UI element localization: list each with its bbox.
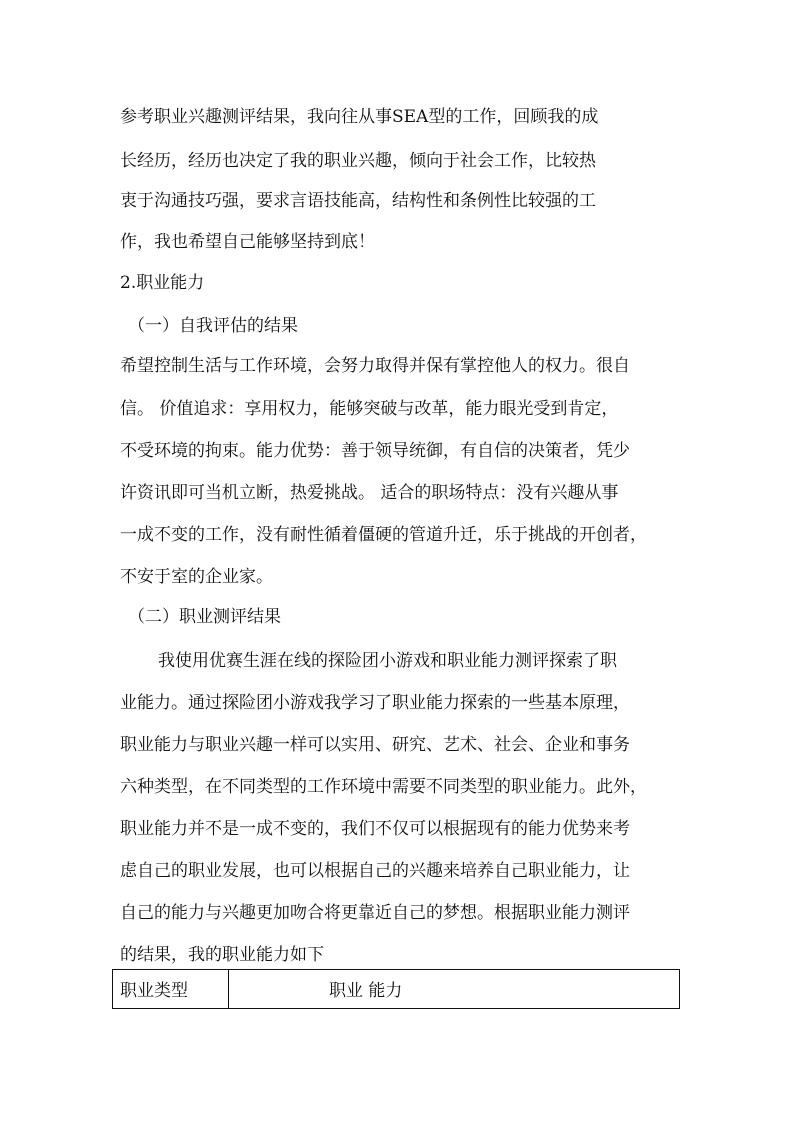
ability-table: [112, 969, 680, 1009]
paragraph-line: 职业能力并不是一成不变的，我们不仅可以根据现有的能力优势来考: [120, 819, 630, 839]
paragraph-line: 虑自己的职业发展，也可以根据自己的兴趣来培养自己职业能力，让: [120, 861, 630, 881]
paragraph-line: 长经历，经历也决定了我的职业兴趣，倾向于社会工作，比较热: [120, 151, 596, 171]
paragraph-line: 参考职业兴趣测评结果，我向往从事SEA型的工作，回顾我的成: [120, 107, 599, 127]
table-header-cell-type: 职业类型: [120, 981, 188, 1001]
paragraph-line: 自己的能力与兴趣更加吻合将更靠近自己的梦想。根据职业能力测评: [120, 903, 630, 923]
paragraph-line: 一成不变的工作，没有耐性循着僵硬的管道升迁，乐于挑战的开创者，: [120, 525, 647, 545]
paragraph-line: 作，我也希望自己能够坚持到底！: [120, 232, 375, 252]
paragraph-line: 的结果，我的职业能力如下: [120, 945, 324, 965]
subsection-heading: （二）职业测评结果: [128, 607, 281, 627]
paragraph-line: 信。 价值追求：享用权力，能够突破与改革，能力眼光受到肯定，: [120, 399, 619, 419]
subsection-heading: （一）自我评估的结果: [128, 316, 298, 336]
paragraph-line: 不安于室的企业家。: [120, 567, 273, 587]
paragraph-line: 我使用优赛生涯在线的探险团小游戏和职业能力测评探索了职: [158, 651, 617, 671]
paragraph-line: 不受环境的拘束。能力优势：善于领导统御，有自信的决策者，凭少: [120, 441, 630, 461]
paragraph-line: 六种类型，在不同类型的工作环境中需要不同类型的职业能力。此外，: [120, 777, 647, 797]
paragraph-line: 许资讯即可当机立断，热爱挑战。 适合的职场特点：没有兴趣从事: [120, 483, 619, 503]
paragraph-line: 业能力。通过探险团小游戏我学习了职业能力探索的一些基本原理，: [120, 693, 630, 713]
section-heading: 2.职业能力: [120, 273, 205, 293]
table-header-cell-ability: 职业 能力: [329, 981, 403, 1001]
paragraph-line: 希望控制生活与工作环境，会努力取得并保有掌控他人的权力。很自: [120, 356, 630, 376]
paragraph-line: 衷于沟通技巧强，要求言语技能高，结构性和条例性比较强的工: [120, 191, 596, 211]
table-divider: [228, 970, 229, 1008]
paragraph-line: 职业能力与职业兴趣一样可以实用、研究、艺术、社会、企业和事务: [120, 735, 630, 755]
